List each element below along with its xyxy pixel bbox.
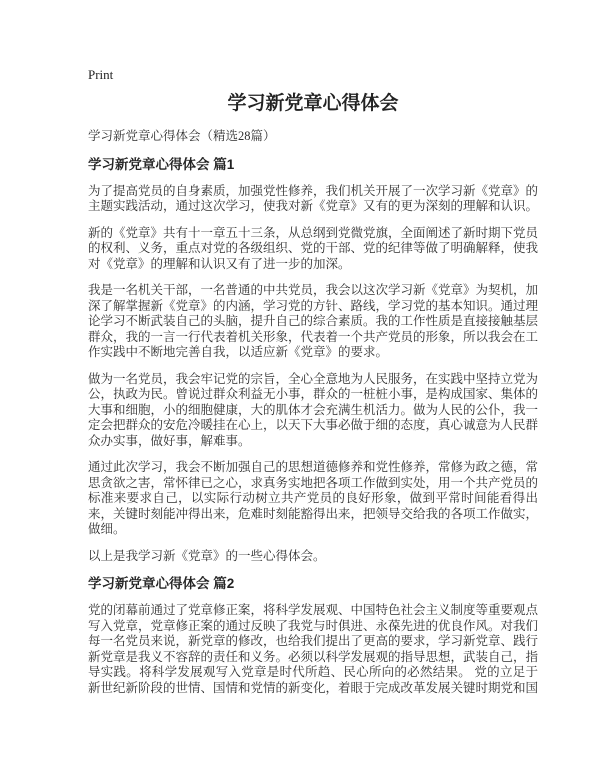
paragraph: 做为一名党员，我会牢记党的宗旨，全心全意地为人民服务，在实践中坚持立党为公，执政为民。曾说过群众利益无小事，群众的一桩桩小事，是构成国家、集体的大事和细胞，小的细胞健康，大的肌体才会充满生机活力。做为人民的公仆，我一定会把群众的安危冷暖挂在心上，以天下大事必做于细的态度，真心诚意为人民群众办实事，做好事，解难事。 [88, 371, 539, 448]
doc-subtitle: 学习新党章心得体会（精选28篇） [88, 129, 276, 143]
print-link[interactable]: Print [88, 67, 114, 82]
section-heading-1: 学习新党章心得体会 篇1 [88, 156, 235, 172]
paragraph: 我是一名机关干部，一名普通的中共党员，我会以这次学习新《党章》为契机，加深了解掌握新《党章》的内涵，学习党的方针、路线，学习党的基本知识。通过理论学习不断武装自己的头脑，提升自己的综合素质。我的工作性质是直接接触基层群众，我的一言一行代表着机关形象，代表着一个共产党员的形象，所以我会在工作实践中不断地完善自我，以适应新《党章》的要求。 [88, 283, 539, 359]
paragraph: 以上是我学习新《党章》的一些心得体会。 [88, 548, 326, 563]
paragraph: 新的《党章》共有十一章五十三条，从总纲到党微党旗，全面阐述了新时期下党员的权利、义务，重点对党的各级组织、党的干部、党的纪律等做了明确解释，使我对《党章》的理解和认识又有了进一步的加深。 [88, 225, 539, 271]
paragraph: 党的闭幕前通过了党章修正案，将科学发展观、中国特色社会主义制度等重要观点写入党章，党章修正案的通过反映了我党与时俱进、永葆先进的优良作风。对我们每一名党员来说，新党章的修改，也给我们提出了更高的要求，学习新党章、践行新党章是我义不容辞的责任和义务。必须以科学发展观的指导思想，武装自己，指导实践。将科学发展观写入党章是时代所趋、民心所向的必然结果。 党的立足于新世纪新阶段的世情、国情和党情的新变化，着眼于完成改革发展关键时期党和国 [88, 603, 539, 695]
paragraph: 为了提高党员的自身素质，加强党性修养，我们机关开展了一次学习新《党章》的主题实践活动，通过这次学习，使我对新《党章》又有的更为深刻的理解和认识。 [88, 183, 539, 213]
paragraph: 通过此次学习，我会不断加强自己的思想道德修养和党性修养，常修为政之德，常思贪欲之害，常怀律已之心，求真务实地把各项工作做到实处，用一个共产党员的标准来要求自己，以实际行动树立共产党员的良好形象，做到平常时间能看得出来，关键时刻能冲得出来，危难时刻能豁得出来，把领导交给我的各项工作做实，做细。 [88, 460, 539, 536]
page-title: 学习新党章心得体会 [227, 93, 399, 114]
section-heading-2: 学习新党章心得体会 篇2 [88, 576, 235, 591]
